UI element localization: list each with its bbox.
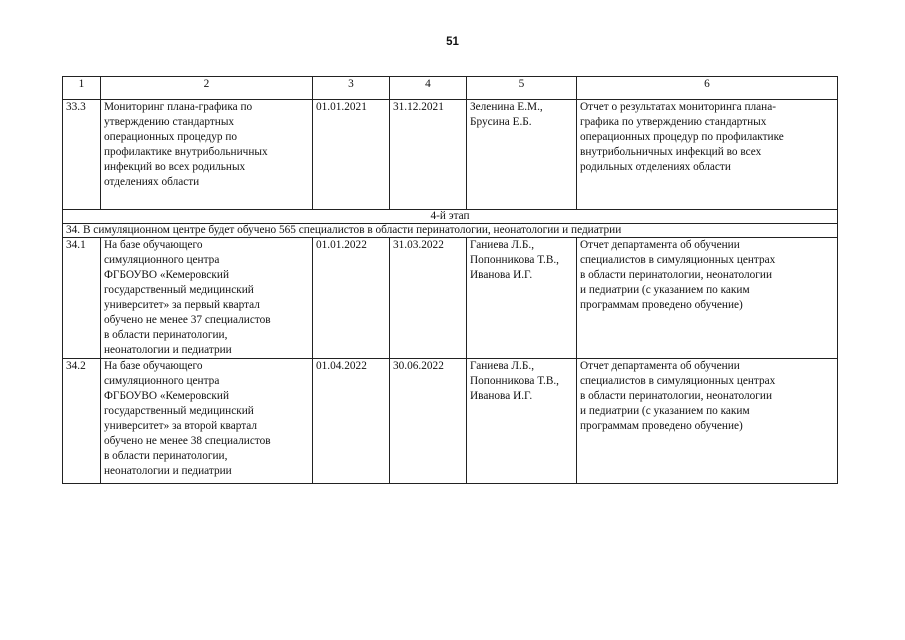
start-date-cell: 01.01.2021 — [313, 100, 390, 210]
header-cell-col-3: 3 — [313, 77, 390, 100]
responsible-cell: Ганиева Л.Б., Попонникова Т.В., Иванова И.Г. — [467, 238, 577, 359]
table-row-34-2 — [63, 359, 838, 484]
stage-row — [63, 210, 838, 224]
header-cell-col-2: 2 — [101, 77, 313, 100]
section-title: 34. В симуляционном центре будет обучено 565 специалистов в области перинатологии, неонатологии и педиатрии — [63, 224, 838, 238]
responsible-cell: Зеленина Е.М., Брусина Е.Б. — [467, 100, 577, 210]
plan-table — [62, 76, 838, 484]
result-cell: Отчет департамента об обучении специалистов в симуляционных центрах в области перинатологии, неонатологии и педиатрии (с указанием по каким программам проведено обучение) — [577, 238, 838, 359]
activity-cell: На базе обучающего симуляционного центра ФГБОУВО «Кемеровский государственный медицинский университет» за второй квартал обучено не менее 38 специалистов в области перинатологии, неонатологии и педиатрии — [101, 359, 313, 484]
section-title-row — [63, 224, 838, 238]
table-row-33-3 — [63, 100, 838, 210]
start-date-cell: 01.01.2022 — [313, 238, 390, 359]
table-header-row — [63, 77, 838, 100]
result-cell: Отчет о результатах мониторинга плана- графика по утверждению стандартных операционных процедур по профилактике внутрибольничных инфекций во всех родильных отделениях области — [577, 100, 838, 210]
activity-cell: Мониторинг плана-графика по утверждению стандартных операционных процедур по профилактике внутрибольничных инфекций во всех родильных отделениях области — [101, 100, 313, 210]
responsible-cell: Ганиева Л.Б., Попонникова Т.В., Иванова И.Г. — [467, 359, 577, 484]
row-number: 34.1 — [63, 238, 101, 359]
page-number: 51 — [446, 36, 459, 48]
end-date-cell: 31.12.2021 — [390, 100, 467, 210]
start-date-cell: 01.04.2022 — [313, 359, 390, 484]
row-number: 34.2 — [63, 359, 101, 484]
activity-cell: На базе обучающего симуляционного центра ФГБОУВО «Кемеровский государственный медицинский университет» за первый квартал обучено не менее 37 специалистов в области перинатологии, неонатологии и педиатрии — [101, 238, 313, 359]
row-number: 33.3 — [63, 100, 101, 210]
header-cell-col-1: 1 — [63, 77, 101, 100]
table-row-34-1 — [63, 238, 838, 359]
stage-label: 4-й этап — [63, 210, 838, 224]
end-date-cell: 31.03.2022 — [390, 238, 467, 359]
end-date-cell: 30.06.2022 — [390, 359, 467, 484]
header-cell-col-4: 4 — [390, 77, 467, 100]
header-cell-col-5: 5 — [467, 77, 577, 100]
result-cell: Отчет департамента об обучении специалистов в симуляционных центрах в области перинатологии, неонатологии и педиатрии (с указанием по каким программам проведено обучение) — [577, 359, 838, 484]
header-cell-col-6: 6 — [577, 77, 838, 100]
